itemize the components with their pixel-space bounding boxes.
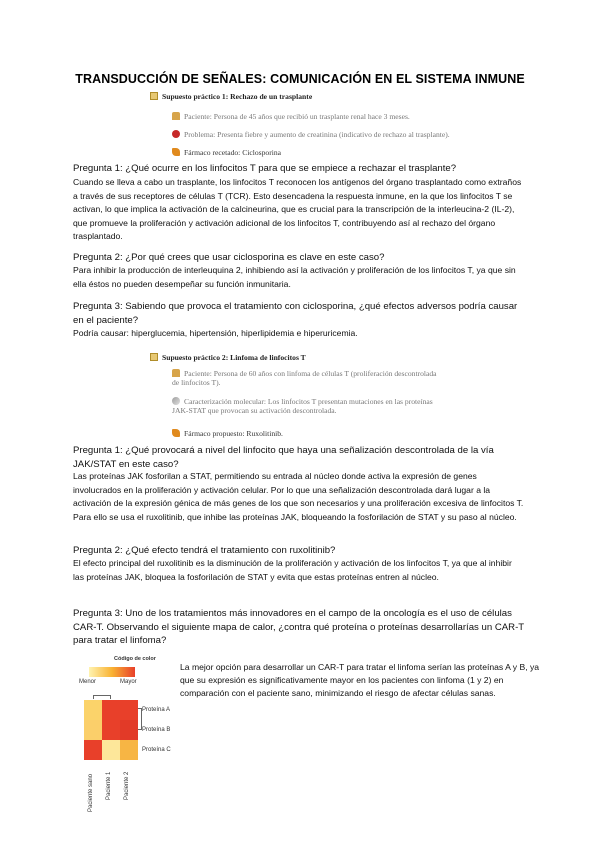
case-2-line-1: Paciente: Persona de 60 años con linfoma de células T (proliferación descontrolada de linfocitos T). — [172, 369, 437, 388]
heatmap-cell — [84, 700, 102, 720]
heatmap-col-label: Paciente 2 — [124, 771, 130, 800]
case-2-answer-3: La mejor opción para desarrollar un CAR-T para tratar el linfoma serían las proteínas A y B, ya que su expresión es significativamente mayor en los pacientes con linfoma (1 y 2) en comparación con el paciente sano, minimizando el riesgo de afectar células sanas. — [180, 662, 540, 699]
case-1-answer-3: Podría causar: hiperglucemia, hipertensión, hiperlipidemia e hiperuricemia. — [73, 328, 358, 338]
dna-icon — [172, 397, 180, 405]
heatmap-cell — [84, 720, 102, 740]
heatmap-grid — [84, 700, 138, 760]
heatmap-cell — [120, 700, 138, 720]
heatmap-cell — [102, 740, 120, 760]
case-1-line-2: Problema: Presenta fiebre y aumento de creatinina (indicativo de rechazo al trasplante). — [184, 130, 450, 139]
heatmap-cell — [84, 740, 102, 760]
case-1-heading: Supuesto práctico 1: Rechazo de un trasplante — [162, 92, 313, 101]
heatmap-row-label: Proteína C — [142, 747, 171, 753]
heatmap-legend-low: Menor — [79, 679, 97, 685]
case-1-answer-2: Para inhibir la producción de interleuquina 2, inhibiendo así la activación y proliferación de los linfocitos T, ya que sin ella éstos no pueden desempeñar su función inmunitaria. — [73, 265, 516, 289]
case-1-line-3: Fármaco recetado: Ciclosporina — [184, 148, 281, 157]
heatmap-legend-high: Mayor — [120, 679, 137, 685]
person-icon — [172, 112, 180, 120]
heatmap-col-label: Paciente 1 — [106, 771, 112, 800]
heatmap-legend-title: Código de color — [114, 656, 156, 662]
case-1-line-1: Paciente: Persona de 45 años que recibió un trasplante renal hace 3 meses. — [184, 112, 410, 121]
case-1-answer-1: Cuando se lleva a cabo un trasplante, los linfocitos T reconocen los antígenos del órgano trasplantado como extraños a través de sus receptores de células T (TCR). Esto desencadena la respuesta inmune, en la que los linfocitos T se activan, lo que implica la activación de la calcineurina, que es crucial para la transcripción de la interleucina-2 (IL-2), que promueve la proliferación y activación adicional de los linfocitos T, contribuyendo así al rechazo del órgano trasplantado. — [73, 177, 522, 242]
case-1-question-3: Pregunta 3: Sabiendo que provoca el tratamiento con ciclosporina, ¿qué efectos adversos podría causar en el paciente? — [73, 301, 518, 326]
case-2-heading: Supuesto práctico 2: Linfoma de linfocitos T — [162, 353, 306, 362]
case-2-line-2: Caracterización molecular: Los linfocitos T presentan mutaciones en las proteínas JAK-STAT que provocan su activación descontrolada. — [172, 397, 433, 416]
pill-icon — [172, 429, 180, 437]
person-icon — [172, 369, 180, 377]
case-2-answer-1: Las proteínas JAK fosforilan a STAT, permitiendo su entrada al núcleo donde activa la expresión de genes involucrados en la proliferación y activación celular. Por lo que una señalización descontrolada dará lugar a la activación de la expresión génica de más genes de los que son necesarios y una proliferación excesiva de linfocitos T. Para ello se usa el ruxolitinib, que inhibe las proteínas JAK, bloqueando la fosforilación de STAT y su paso al núcleo. — [73, 471, 524, 522]
heatmap-row-label: Proteína B — [142, 727, 171, 733]
heatmap-cell — [102, 700, 120, 720]
case-1-question-2: Pregunta 2: ¿Por qué crees que usar ciclosporina es clave en este caso? — [73, 252, 385, 263]
case-2-question-3: Pregunta 3: Uno de los tratamientos más innovadores en el campo de la oncología es el uso de células CAR-T. Observando el siguiente mapa de calor, ¿contra qué proteína o proteínas desarrollarías un CAR-T para tratar el linfoma? — [73, 608, 524, 646]
note-icon — [150, 92, 158, 100]
case-1-question-1: Pregunta 1: ¿Qué ocurre en los linfocitos T para que se empiece a rechazar el trasplante? — [73, 163, 457, 174]
heatmap-row-label: Proteína A — [142, 707, 171, 713]
heatmap-cell — [120, 720, 138, 740]
note-icon — [150, 353, 158, 361]
page-title: TRANSDUCCIÓN DE SEÑALES: COMUNICACIÓN EN EL SISTEMA INMUNE — [75, 72, 525, 86]
case-2-question-1: Pregunta 1: ¿Qué provocará a nivel del linfocito que haya una señalización descontrolada de la vía JAK/STAT en este caso? — [73, 445, 494, 470]
case-2-line-3: Fármaco propuesto: Ruxolitinib. — [184, 429, 283, 438]
col-dendrogram — [93, 695, 111, 699]
alert-icon — [172, 130, 180, 138]
heatmap-col-label: Paciente sano — [88, 773, 94, 812]
case-study-2 — [150, 353, 450, 439]
heatmap-color-scale — [89, 667, 135, 677]
case-2-answer-2: El efecto principal del ruxolitinib es la disminución de la proliferación y activación de los linfocitos T, ya que al inhibir las proteínas JAK, bloquea la fosforilación de STAT y evita que estas proteínas entren al núcleo. — [73, 558, 512, 582]
case-2-question-2: Pregunta 2: ¿Qué efecto tendrá el tratamiento con ruxolitinib? — [73, 545, 336, 556]
heatmap-cell — [102, 720, 120, 740]
case-study-1 — [150, 92, 530, 160]
heatmap-cell — [120, 740, 138, 760]
pill-icon — [172, 148, 180, 156]
